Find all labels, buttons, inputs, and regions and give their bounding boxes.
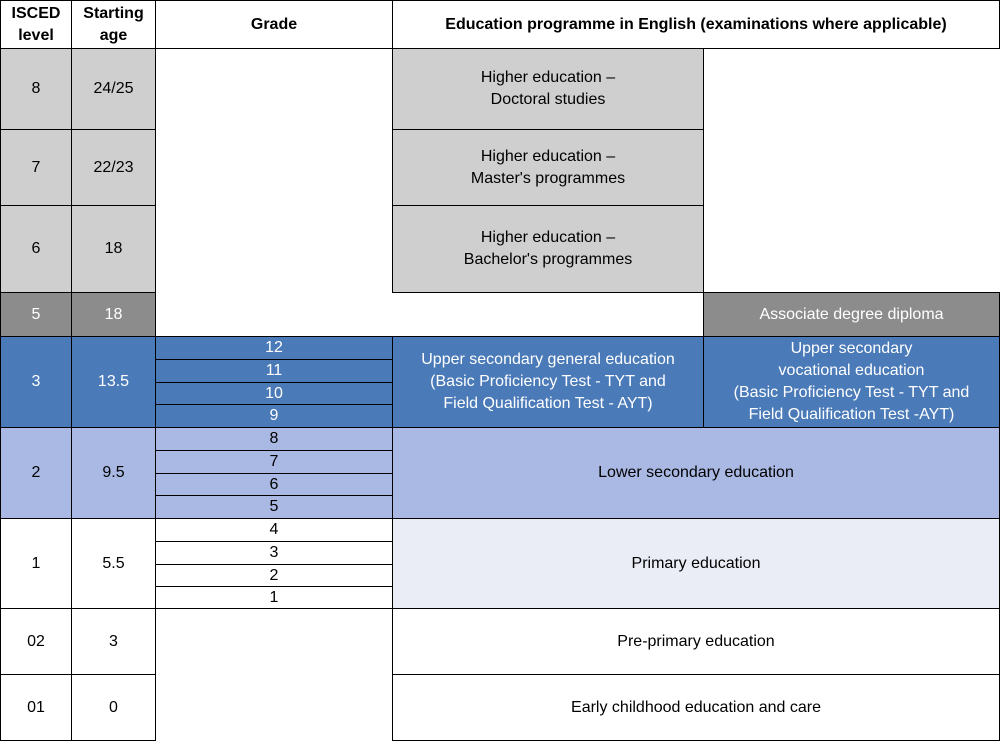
programme-primary: Primary education: [392, 518, 1000, 609]
age-5-cell: 18: [71, 292, 156, 337]
age-8-cell: 24/25: [71, 48, 156, 130]
age-01-cell: 0: [71, 674, 156, 741]
isced-6-cell: 6: [0, 205, 72, 293]
programme-upper-general: Upper secondary general education (Basic Proficiency Test - TYT and Field Qualification Test - AYT): [392, 336, 704, 428]
isced-2-cell: 2: [0, 427, 72, 519]
programme-associate: Associate degree diploma: [703, 292, 1000, 337]
age-2-cell: 9.5: [71, 427, 156, 519]
programme-early-childhood: Early childhood education and care: [392, 674, 1000, 741]
programme-lower-secondary: Lower secondary education: [392, 427, 1000, 519]
isced-5-cell: 5: [0, 292, 72, 337]
programme-doctoral: Higher education – Doctoral studies: [392, 48, 704, 130]
isced-1-cell: 1: [0, 518, 72, 609]
programme-upper-vocational: Upper secondary vocational education (Basic Proficiency Test - TYT and Field Qualification Test -AYT): [703, 336, 1000, 428]
grade-12-cell: 12: [155, 336, 393, 360]
grade-11-cell: 11: [155, 359, 393, 383]
isced-01-cell: 01: [0, 674, 72, 741]
grade-3-cell: 3: [155, 541, 393, 565]
grade-5-cell: 5: [155, 495, 393, 519]
age-1-cell: 5.5: [71, 518, 156, 609]
header-programme: Education programme in English (examinations where applicable): [392, 0, 1000, 49]
age-7-cell: 22/23: [71, 129, 156, 206]
header-isced-level: ISCED level: [0, 0, 72, 49]
grade-2-cell: 2: [155, 564, 393, 587]
isced-8-cell: 8: [0, 48, 72, 130]
age-3-cell: 13.5: [71, 336, 156, 428]
grade-6-cell: 6: [155, 473, 393, 496]
programme-bachelors: Higher education – Bachelor's programmes: [392, 205, 704, 293]
programme-pre-primary: Pre-primary education: [392, 608, 1000, 675]
isced-3-cell: 3: [0, 336, 72, 428]
isced-7-cell: 7: [0, 129, 72, 206]
grade-8-cell: 8: [155, 427, 393, 451]
programme-masters: Higher education – Master's programmes: [392, 129, 704, 206]
grade-9-cell: 9: [155, 404, 393, 428]
header-grade: Grade: [155, 0, 393, 49]
age-02-cell: 3: [71, 608, 156, 675]
grade-7-cell: 7: [155, 450, 393, 474]
header-starting-age: Starting age: [71, 0, 156, 49]
age-6-cell: 18: [71, 205, 156, 293]
isced-02-cell: 02: [0, 608, 72, 675]
grade-1-cell: 1: [155, 586, 393, 609]
grade-10-cell: 10: [155, 382, 393, 405]
grade-4-cell: 4: [155, 518, 393, 542]
